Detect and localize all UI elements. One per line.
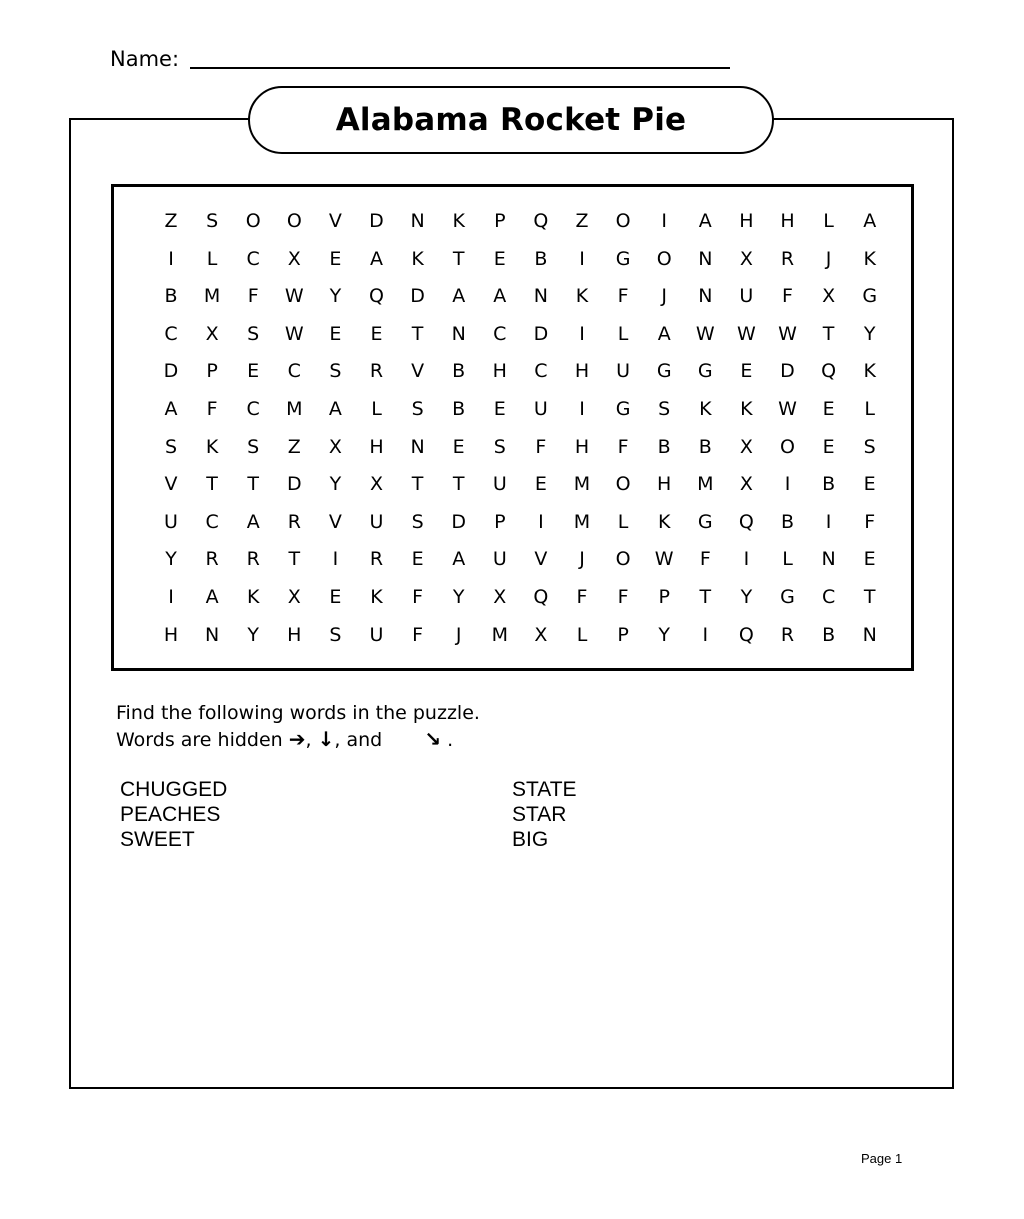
grid-letter: F: [864, 510, 876, 533]
grid-letter: O: [615, 548, 631, 571]
grid-letter: V: [411, 360, 425, 383]
grid-letter: S: [247, 322, 260, 345]
grid-letter: R: [205, 548, 219, 571]
grid-letter: Z: [575, 210, 589, 232]
grid-letter: A: [863, 210, 877, 232]
grid-letter: K: [246, 586, 260, 608]
grid-letter: F: [699, 548, 711, 571]
grid-letter: K: [740, 398, 753, 420]
grid-letter: Y: [863, 322, 876, 345]
grid-letter: W: [778, 398, 797, 420]
grid-letter: A: [370, 247, 383, 270]
grid-letter: X: [205, 322, 219, 345]
grid-letter: O: [780, 435, 795, 458]
grid-letter: R: [369, 360, 384, 383]
grid-letter: B: [822, 623, 836, 646]
grid-letter: E: [822, 398, 835, 420]
grid-letter: S: [411, 398, 424, 420]
grid-letter: E: [370, 322, 383, 345]
word-item: PEACHES: [120, 803, 221, 826]
grid-letter: A: [205, 586, 219, 608]
grid-letter: R: [780, 247, 795, 270]
grid-letter: L: [206, 247, 218, 270]
grid-letter: N: [862, 623, 877, 646]
grid-letter: R: [780, 623, 795, 646]
grid-letter: B: [452, 398, 466, 420]
grid-letter: C: [246, 398, 260, 420]
grid-letter: W: [284, 285, 304, 308]
grid-letter: M: [286, 398, 303, 420]
grid-letter: A: [698, 210, 712, 232]
grid-letter: J: [579, 548, 585, 571]
grid-letter: X: [328, 435, 342, 458]
grid-letter: P: [494, 510, 506, 533]
grid-letter: G: [615, 398, 631, 420]
grid-letter: Y: [247, 623, 259, 646]
grid-letter: Q: [821, 360, 837, 383]
grid-letter: S: [329, 623, 342, 646]
grid-letter: R: [369, 548, 384, 571]
grid-letter: H: [780, 210, 795, 232]
grid-letter: I: [579, 247, 585, 270]
grid-letter: Y: [452, 586, 465, 608]
arrow-right-icon: ➔: [288, 727, 306, 751]
grid-letter: I: [825, 510, 832, 533]
grid-letter: T: [247, 473, 259, 496]
grid-letter: H: [369, 435, 384, 458]
grid-letter: U: [164, 510, 178, 533]
grid-letter: E: [534, 473, 547, 496]
grid-letter: E: [493, 398, 506, 420]
grid-letter: G: [780, 586, 795, 608]
grid-letter: T: [863, 586, 876, 608]
grid-letter: X: [369, 473, 384, 496]
grid-letter: T: [411, 473, 424, 496]
name-line: [190, 67, 730, 69]
grid-letter: K: [411, 247, 424, 270]
grid-letter: C: [493, 322, 507, 345]
grid-letter: P: [658, 586, 670, 608]
grid-letter: L: [864, 398, 875, 420]
grid-letter: E: [329, 586, 342, 608]
grid-letter: T: [452, 473, 465, 496]
grid-letter: P: [617, 623, 629, 646]
grid-letter: W: [778, 322, 797, 345]
grid-letter: F: [617, 435, 629, 458]
grid-letter: S: [863, 435, 876, 458]
grid-row: [114, 281, 911, 311]
grid-letter: I: [168, 586, 174, 608]
grid-letter: F: [617, 586, 629, 608]
grid-letter: G: [615, 247, 631, 270]
grid-letter: P: [206, 360, 218, 383]
grid-letter: N: [821, 548, 836, 571]
grid-letter: B: [780, 510, 795, 533]
grid-letter: L: [371, 398, 382, 420]
grid-letter: F: [412, 623, 424, 646]
grid-letter: B: [164, 285, 178, 308]
grid-letter: L: [617, 510, 629, 533]
grid-row: [114, 544, 911, 574]
grid-letter: T: [452, 247, 465, 270]
grid-letter: H: [287, 623, 302, 646]
grid-letter: W: [284, 322, 304, 345]
instructions-sep-1: ,: [305, 729, 312, 751]
arrow-down-icon: ↓: [317, 727, 335, 751]
grid-letter: U: [492, 473, 507, 496]
word-item: STAR: [512, 803, 567, 826]
grid-letter: N: [204, 623, 220, 646]
grid-letter: D: [451, 510, 466, 533]
page-title: Alabama Rocket Pie: [335, 102, 687, 138]
grid-letter: D: [410, 285, 425, 308]
grid-letter: I: [702, 623, 709, 646]
grid-letter: A: [328, 398, 342, 420]
title-pill: [248, 86, 774, 154]
grid-letter: K: [452, 210, 465, 232]
grid-letter: F: [576, 586, 588, 608]
grid-row: [114, 356, 911, 386]
grid-letter: N: [451, 322, 466, 345]
grid-letter: K: [657, 510, 671, 533]
page-number: Page 1: [861, 1151, 903, 1166]
grid-letter: X: [739, 435, 753, 458]
grid-letter: L: [576, 623, 588, 646]
grid-letter: X: [287, 247, 301, 270]
grid-letter: E: [863, 548, 876, 571]
word-item: CHUGGED: [120, 778, 228, 801]
grid-letter: V: [328, 510, 342, 533]
grid-letter: S: [329, 360, 342, 383]
grid-row: [114, 432, 911, 462]
grid-letter: M: [697, 473, 714, 496]
grid-letter: J: [661, 285, 667, 308]
grid-letter: I: [743, 548, 750, 571]
grid-letter: O: [286, 210, 302, 232]
grid-letter: D: [369, 210, 384, 232]
grid-letter: Q: [738, 623, 754, 646]
grid-letter: K: [370, 586, 383, 608]
instructions: [116, 700, 480, 753]
grid-letter: M: [491, 623, 508, 646]
grid-letter: I: [168, 247, 174, 270]
grid-letter: O: [656, 247, 672, 270]
grid-letter: Q: [369, 285, 384, 308]
instructions-end: .: [447, 729, 454, 751]
grid-letter: U: [369, 623, 384, 646]
grid-row: [114, 582, 911, 612]
grid-letter: A: [493, 285, 507, 308]
grid-letter: X: [739, 247, 753, 270]
grid-letter: V: [534, 548, 548, 571]
grid-letter: N: [410, 435, 425, 458]
grid-letter: A: [164, 398, 178, 420]
grid-letter: X: [493, 586, 507, 608]
grid-letter: R: [287, 510, 301, 533]
grid-letter: E: [329, 247, 342, 270]
grid-letter: E: [493, 247, 506, 270]
grid-row: [114, 206, 911, 236]
grid-letter: D: [533, 322, 549, 345]
grid-letter: F: [617, 285, 629, 308]
grid-letter: S: [247, 435, 260, 458]
grid-row: [114, 620, 911, 650]
grid-letter: M: [203, 285, 221, 308]
grid-letter: C: [164, 322, 178, 345]
instructions-line-1: Find the following words in the puzzle.: [116, 702, 480, 724]
grid-letter: K: [699, 398, 712, 420]
grid-letter: I: [784, 473, 791, 496]
grid-letter: A: [657, 322, 671, 345]
grid-letter: U: [533, 398, 548, 420]
grid-letter: Y: [165, 548, 177, 571]
grid-letter: F: [247, 285, 259, 308]
grid-letter: U: [369, 510, 384, 533]
grid-letter: T: [206, 473, 218, 496]
grid-letter: N: [698, 285, 713, 308]
grid-letter: K: [205, 435, 219, 458]
grid-letter: C: [205, 510, 219, 533]
grid-letter: S: [493, 435, 506, 458]
grid-letter: D: [286, 473, 302, 496]
grid-letter: S: [206, 210, 219, 232]
grid-letter: O: [615, 210, 631, 232]
grid-letter: G: [656, 360, 672, 383]
grid-letter: Y: [329, 285, 342, 308]
grid-letter: C: [246, 247, 260, 270]
grid-letter: I: [579, 322, 585, 345]
grid-letter: T: [411, 322, 424, 345]
grid-letter: L: [823, 210, 834, 232]
grid-row: [114, 244, 911, 274]
grid-letter: I: [332, 548, 339, 571]
grid-letter: H: [657, 473, 672, 496]
grid-letter: Q: [533, 210, 549, 232]
grid-letter: B: [452, 360, 466, 383]
grid-letter: O: [615, 473, 631, 496]
grid-letter: Y: [329, 473, 342, 496]
grid-letter: F: [782, 285, 793, 308]
grid-letter: S: [164, 435, 178, 458]
instructions-prefix: Words are hidden: [116, 729, 283, 751]
grid-letter: H: [163, 623, 179, 646]
grid-letter: E: [411, 548, 424, 571]
grid-letter: E: [740, 360, 753, 383]
grid-letter: Z: [164, 210, 178, 232]
grid-letter: Z: [287, 435, 301, 458]
grid-letter: Y: [658, 623, 670, 646]
grid-letter: W: [654, 548, 674, 571]
grid-letter: U: [492, 548, 507, 571]
grid-letter: B: [657, 435, 671, 458]
grid-row: [114, 469, 911, 499]
grid-letter: C: [287, 360, 301, 383]
grid-letter: G: [862, 285, 878, 308]
grid-letter: U: [739, 285, 754, 308]
grid-letter: K: [863, 360, 876, 383]
grid-letter: R: [246, 548, 260, 571]
grid-letter: V: [164, 473, 178, 496]
grid-letter: A: [452, 285, 466, 308]
grid-letter: E: [452, 435, 465, 458]
word-item: BIG: [512, 828, 549, 851]
grid-letter: X: [822, 285, 836, 308]
grid-letter: H: [492, 360, 507, 383]
grid-row: [114, 507, 911, 537]
grid-letter: T: [822, 322, 835, 345]
grid-letter: P: [494, 210, 506, 232]
grid-letter: X: [739, 473, 753, 496]
word-item: SWEET: [120, 828, 195, 851]
grid-letter: T: [288, 548, 301, 571]
word-item: STATE: [512, 778, 577, 801]
grid-letter: I: [579, 398, 585, 420]
letter-grid: [111, 184, 914, 671]
grid-letter: X: [534, 623, 548, 646]
grid-letter: W: [736, 322, 756, 345]
grid-letter: N: [698, 247, 713, 270]
grid-letter: I: [538, 510, 544, 533]
instructions-line-2: [116, 726, 480, 753]
grid-letter: W: [695, 322, 715, 345]
grid-letter: E: [329, 322, 342, 345]
grid-letter: F: [206, 398, 218, 420]
grid-letter: X: [287, 586, 301, 608]
grid-letter: D: [780, 360, 795, 383]
grid-letter: J: [455, 623, 462, 646]
grid-letter: E: [822, 435, 835, 458]
grid-letter: H: [739, 210, 754, 232]
word-list-left: [120, 777, 227, 852]
arrow-diagonal-icon: ↘: [424, 727, 442, 751]
grid-letter: Q: [533, 586, 549, 608]
grid-row: [114, 319, 911, 349]
grid-letter: S: [658, 398, 671, 420]
grid-letter: S: [411, 510, 424, 533]
grid-letter: C: [534, 360, 548, 383]
grid-letter: V: [328, 210, 342, 232]
grid-letter: F: [412, 586, 424, 608]
grid-letter: T: [699, 586, 712, 608]
name-label: Name:: [110, 47, 180, 71]
grid-letter: G: [697, 510, 713, 533]
grid-letter: F: [535, 435, 547, 458]
grid-letter: M: [573, 473, 591, 496]
grid-letter: M: [573, 510, 591, 533]
grid-letter: J: [825, 247, 832, 270]
grid-letter: H: [574, 360, 590, 383]
grid-letter: E: [247, 360, 260, 383]
grid-letter: N: [410, 210, 425, 232]
grid-letter: B: [698, 435, 712, 458]
grid-letter: N: [533, 285, 548, 308]
grid-letter: K: [575, 285, 589, 308]
grid-letter: A: [452, 548, 466, 571]
grid-letter: A: [246, 510, 260, 533]
grid-letter: K: [863, 247, 876, 270]
grid-row: [114, 394, 911, 424]
grid-letter: L: [782, 548, 793, 571]
grid-letter: C: [821, 586, 836, 608]
grid-letter: U: [616, 360, 631, 383]
grid-letter: Q: [738, 510, 754, 533]
grid-letter: I: [661, 210, 667, 232]
instructions-sep-2: , and: [334, 729, 383, 751]
grid-letter: E: [863, 473, 876, 496]
grid-letter: H: [574, 435, 590, 458]
grid-letter: B: [822, 473, 836, 496]
grid-letter: O: [245, 210, 261, 232]
word-list-right: [512, 777, 577, 852]
grid-letter: G: [697, 360, 713, 383]
grid-letter: D: [163, 360, 179, 383]
grid-letter: Y: [740, 586, 753, 608]
grid-letter: L: [617, 322, 629, 345]
grid-letter: B: [534, 247, 548, 270]
